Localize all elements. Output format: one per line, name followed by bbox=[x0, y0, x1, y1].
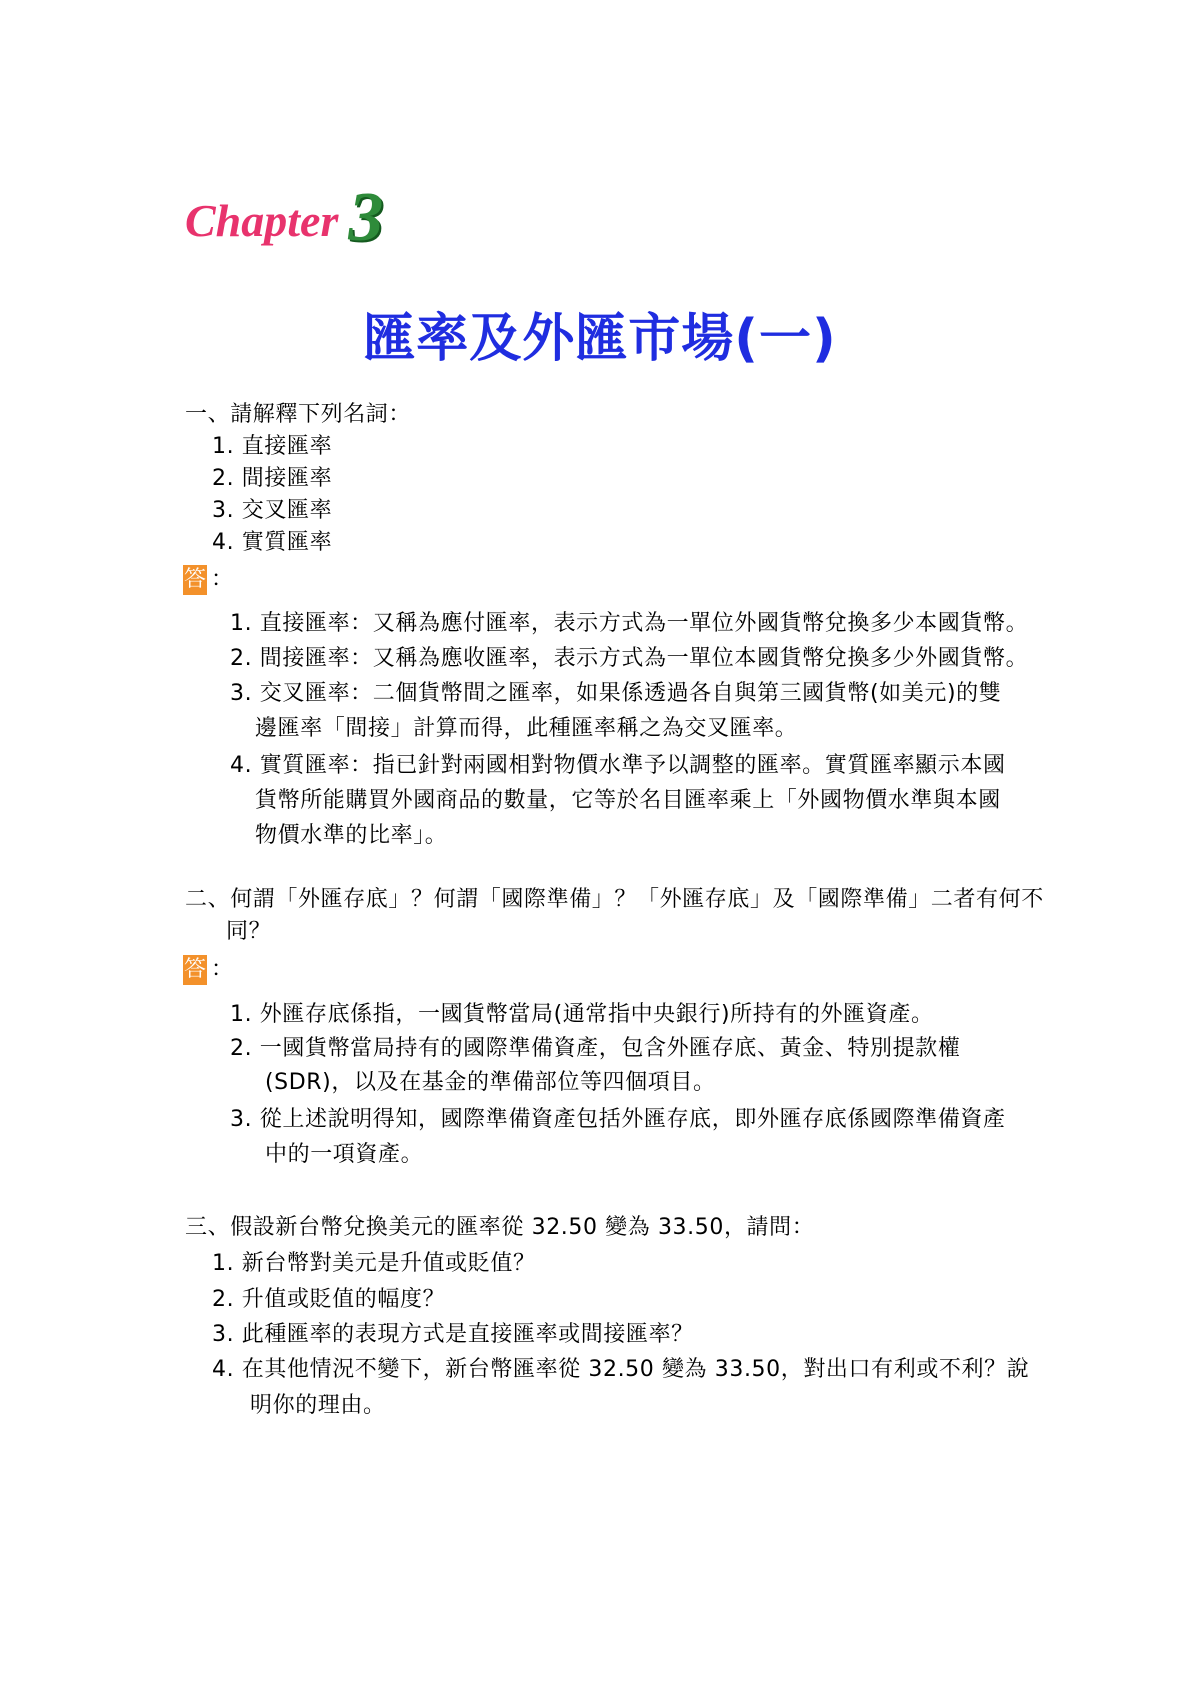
question-3-item: 3. 此種匯率的表現方式是直接匯率或間接匯率？ bbox=[212, 1322, 694, 1347]
question-2-continued: 同？ bbox=[226, 919, 272, 944]
page-title: 匯率及外匯市場(一) bbox=[363, 309, 837, 369]
answer-2-line: 3. 從上述說明得知，國際準備資產包括外匯存底，即外匯存底係國際準備資產 bbox=[230, 1107, 1006, 1132]
question-1: 一、請解釋下列名詞： bbox=[185, 402, 412, 427]
answer-1-line: 邊匯率「間接」計算而得，此種匯率稱之為交叉匯率。 bbox=[255, 716, 798, 741]
answer-1-line: 3. 交叉匯率：二個貨幣間之匯率，如果係透過各自與第三國貨幣(如美元)的雙 bbox=[230, 681, 1002, 706]
question-3-item: 4. 在其他情況不變下，新台幣匯率從 32.50 變為 33.50，對出口有利或不利？說 bbox=[212, 1357, 1030, 1382]
answer-2-line: 中的一項資產。 bbox=[265, 1142, 424, 1167]
answer-badge: 答 bbox=[183, 955, 207, 985]
chapter-heading bbox=[185, 178, 383, 258]
answer-colon: ： bbox=[211, 957, 234, 982]
answer-1-line: 2. 間接匯率：又稱為應收匯率，表示方式為一單位本國貨幣兌換多少外國貨幣。 bbox=[230, 646, 1029, 671]
answer-1-line: 物價水準的比率」。 bbox=[255, 823, 448, 848]
answer-1-line: 貨幣所能購買外國商品的數量，它等於名目匯率乘上「外國物價水準與本國 bbox=[255, 788, 1001, 813]
answer-badge: 答 bbox=[183, 565, 207, 595]
question-3-item: 1. 新台幣對美元是升值或貶值？ bbox=[212, 1251, 536, 1276]
answer-2-line: 2. 一國貨幣當局持有的國際準備資產，包含外匯存底、黃金、特別提款權 bbox=[230, 1036, 961, 1061]
question-3-item-continued: 明你的理由。 bbox=[250, 1393, 386, 1418]
question-1-item: 4. 實質匯率 bbox=[212, 530, 333, 555]
question-1-item: 3. 交叉匯率 bbox=[212, 498, 333, 523]
question-2: 二、何謂「外匯存底」？何謂「國際準備」？「外匯存底」及「國際準備」二者有何不 bbox=[185, 887, 1044, 912]
answer-1-line: 1. 直接匯率：又稱為應付匯率，表示方式為一單位外國貨幣兌換多少本國貨幣。 bbox=[230, 611, 1029, 636]
question-1-item: 2. 間接匯率 bbox=[212, 466, 333, 491]
chapter-word: Chapter bbox=[185, 195, 339, 246]
question-1-item: 1. 直接匯率 bbox=[212, 434, 333, 459]
answer-2-line: (SDR)，以及在基金的準備部位等四個項目。 bbox=[265, 1070, 716, 1095]
answer-1-line: 4. 實質匯率：指已針對兩國相對物價水準予以調整的匯率。實質匯率顯示本國 bbox=[230, 753, 1006, 778]
answer-2-line: 1. 外匯存底係指，一國貨幣當局(通常指中央銀行)所持有的外匯資產。 bbox=[230, 1002, 934, 1027]
question-3-item: 2. 升值或貶值的幅度？ bbox=[212, 1287, 446, 1312]
answer-colon: ： bbox=[211, 567, 234, 592]
chapter-number: 3 bbox=[348, 179, 384, 256]
question-3: 三、假設新台幣兌換美元的匯率從 32.50 變為 33.50，請問： bbox=[185, 1215, 815, 1240]
